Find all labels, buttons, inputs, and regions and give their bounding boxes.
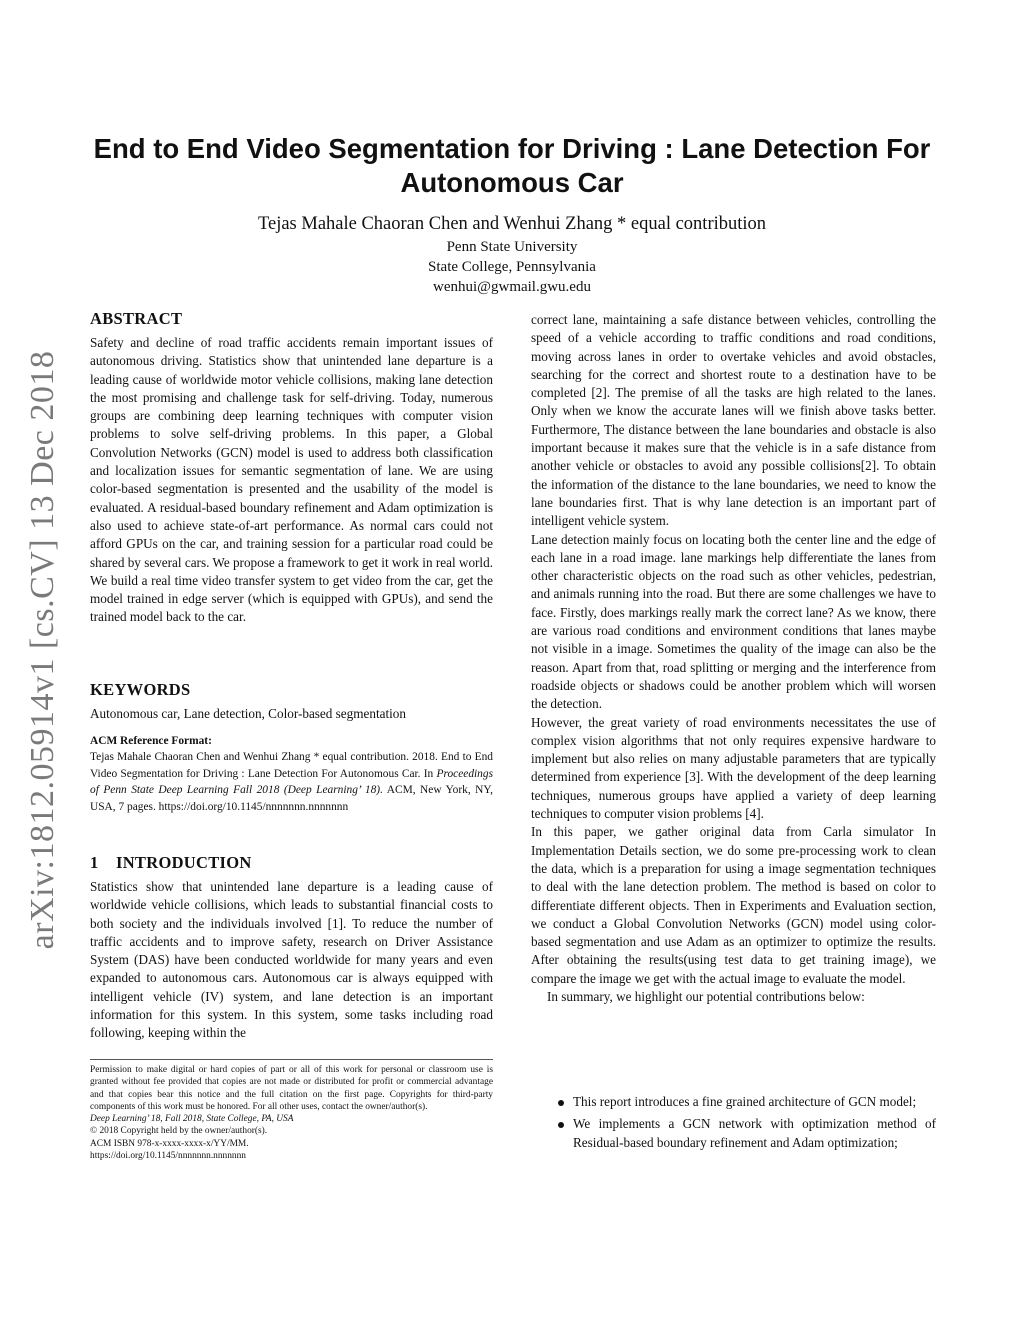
arxiv-stamp-text: arXiv:1812.05914v1 [cs.CV] 13 Dec 2018 [24, 350, 61, 950]
affiliation-location: State College, Pennsylvania [428, 259, 596, 275]
acm-reference-text: Tejas Mahale Chaoran Chen and Wenhui Zhang * equal contribution. 2018. End to End Video Segmentation for Driving : Lane Detection For Autonomous Car. In Proceedings of Penn State Deep Learning Fall 2018 (Deep Learning’ 18). ACM, New York, NY, USA, 7 pages. https://doi.org/10.1145/nnnnnnn.nnnnnnn [90, 751, 493, 813]
arxiv-stamp [8, 340, 78, 960]
intro-paragraph-5: In summary, we highlight our potential contributions below: [547, 988, 865, 1004]
keywords-heading: KEYWORDS [90, 680, 191, 699]
abstract-heading: ABSTRACT [90, 309, 183, 328]
section-title: INTRODUCTION [116, 853, 252, 872]
intro-paragraph-1-continued: correct lane, maintaining a safe distance between vehicles, controlling the speed of a vehicle according to traffic conditions and road conditions, moving across lanes in order to overtake vehicles and avoid obstacles, searching for the correct and shortest route to a destination have to be completed [2]. The premise of all the tasks are high related to the lanes. Only when we know the accurate lanes will we finish above tasks better. Furthermore, The distance between the lane boundaries and obstacle is also important because it makes sure that the vehicle is in a safe distance from another vehicle or obstacles to avoid any possible collisions[2]. To obtain the information of the distance to the lane boundaries, we need to know the lane boundaries first. That is why lane detection is an important part of intelligent vehicle system. [531, 312, 936, 529]
introduction-heading [90, 853, 493, 873]
contributions-list [531, 1093, 936, 1156]
acm-reference-venue: Proceedings of Penn State Deep Learning Fall 2018 (Deep Learning’ 18). [90, 767, 493, 797]
footnote-isbn: ACM ISBN 978-x-xxxx-xxxx-x/YY/MM. [90, 1138, 249, 1149]
permission-footnote [90, 1064, 493, 1162]
keywords-text: Autonomous car, Lane detection, Color-based segmentation [90, 706, 406, 721]
intro-paragraph-4: In this paper, we gather original data from Carla simulator In Implementation Details section, we do some pre-processing work to clean the data, which is a preparation for using a image segmentation techniques to deal with the lane detection problem. The method is based on color to differentiate different objects. Then in Experiments and Evaluation section, we conduct a Global Convolution Networks (GCN) model using color-based segmentation and use Adam as an optimizer to optimize the results. After obtaining the results(using test data to get training image), we compare the image we get with the actual image to evaluate the model. [531, 824, 936, 986]
acm-reference-section [90, 733, 493, 815]
bullet-icon [558, 1100, 564, 1106]
footnote-doi: https://doi.org/10.1145/nnnnnnn.nnnnnnn [90, 1151, 246, 1162]
paper-title: End to End Video Segmentation for Driving : Lane Detection For Autonomous Car [93, 133, 931, 198]
acm-reference-heading: ACM Reference Format: [90, 735, 212, 747]
list-item: We implements a GCN network with optimization method of Residual-based boundary refinement and Adam optimization; [531, 1115, 936, 1152]
right-column [531, 311, 936, 1006]
affiliation-email: wenhui@gwmail.gwu.edu [433, 279, 591, 295]
intro-paragraph-3: However, the great variety of road environments necessitates the use of complex vision algorithms that not only requires expensive hardware to implement but also relies on many adjustable parameters that are typically determined from experience [3]. With the development of the deep learning techniques, numerous groups have applied a variety of deep learning techniques to computer vision problems [4]. [531, 714, 936, 822]
introduction-section [90, 853, 493, 1043]
footnote-venue: Deep Learning’ 18, Fall 2018, State College, PA, USA [90, 1114, 294, 1125]
abstract-text: Safety and decline of road traffic accidents remain important issues of autonomous driving. Statistics show that unintended lane departure is a leading cause of worldwide motor vehicle collisions, making lane detection the most promising and challenge task for self-driving. Today, numerous groups are combining deep learning techniques with computer vision problems to solve self-driving problems. In this paper, a Global Convolution Networks (GCN) model is used to address both classification and localization issues for semantic segmentation of lane. We are using color-based segmentation is presented and the usability of the model is evaluated. A residual-based boundary refinement and Adam optimization is also used to achieve state-of-art performance. As normal cars could not afford GPUs on the car, and training session for a particular road could be shared by several cars. We propose a framework to get it work in real world. We build a real time video transfer system to get video from the car, get the model trained in edge server (which is equipped with GPUs), and send the trained model back to the car. [90, 335, 493, 625]
footnote-rule [90, 1059, 493, 1060]
intro-paragraph-1: Statistics show that unintended lane departure is a leading cause of worldwide vehicle collisions, which leads to substantial financial costs to both society and the individuals involved [1]. To reduce the number of traffic accidents and to improve safety, research on Driver Assistance System (DAS) have been conducted worldwide for many years and even expanded to autonomous cars. Autonomous car is always equipped with intelligent vehicle (IV) system, and lane detection is an important information for this system. In this system, some tasks including road following, keeping within the [90, 879, 493, 1041]
intro-paragraph-2: Lane detection mainly focus on locating both the center line and the edge of each lane in a road image. lane markings help differentiate the lanes from other characteristic objects on the road such as other vehicles, pedestrian, and animals running into the road. But there are some challenges we have to face. Firstly, does markings really mark the correct lane? As we know, there are various road conditions and environment conditions that lanes maybe not visible in a image. Sometimes the quality of the image can also be the reason. Apart from that, road splitting or merging and the interference from roadside objects or shadows could be another problem which will worsen the detection. [531, 531, 936, 712]
permission-text: Permission to make digital or hard copies of part or all of this work for personal or classroom use is granted without fee provided that copies are not made or distributed for profit or commercial advantage and that copies bear this notice and the full citation on the first page. Copyrights for third-party components of this work must be honored. For all other uses, contact the owner/author(s). [90, 1065, 493, 1112]
bullet-icon [558, 1122, 564, 1128]
author-line: Tejas Mahale Chaoran Chen and Wenhui Zhang * equal contribution [257, 214, 767, 234]
keywords-section [90, 680, 493, 723]
footnote-copyright: © 2018 Copyright held by the owner/author(s). [90, 1126, 268, 1137]
section-number: 1 [90, 853, 99, 872]
list-item: This report introduces a fine grained architecture of GCN model; [531, 1093, 936, 1111]
affiliation-university: Penn State University [446, 239, 578, 255]
abstract-section [90, 309, 493, 627]
